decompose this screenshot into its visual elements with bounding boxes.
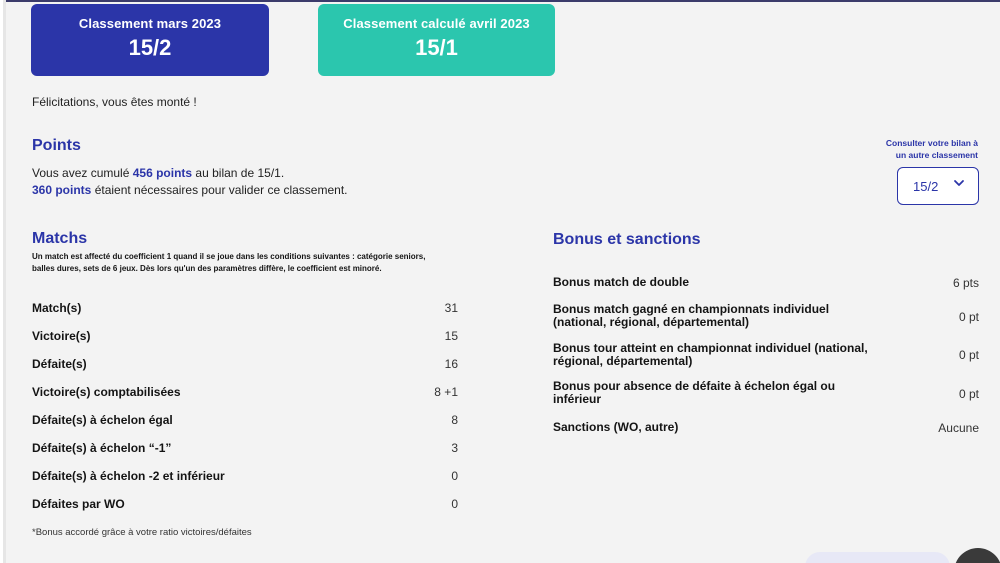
chevron-down-icon [952, 176, 966, 193]
match-row: Défaite(s) 16 [32, 357, 458, 371]
points-required-line: 360 points étaient nécessaires pour valider ce classement. [32, 183, 348, 197]
card-value: 15/2 [128, 35, 172, 60]
consult-bilan-label: Consulter votre bilan à un autre classement [885, 138, 978, 160]
bonus-title: Bonus et sanctions [553, 231, 701, 248]
matchs-note: Un match est affecté du coefficient 1 quand il se joue dans les conditions suivantes : catégorie seniors, balles dures, sets de 6 jeux. Dès lors qu'un des paramètres diffère, le coefficient est minoré. [32, 252, 426, 273]
card-label: Classement calculé avril 2023 [343, 16, 530, 31]
match-row: Défaite(s) à échelon -2 et inférieur 0 [32, 469, 458, 483]
match-row: Match(s) 31 [32, 301, 458, 315]
card-value: 15/1 [415, 35, 458, 60]
left-border [0, 0, 3, 563]
match-row: Défaite(s) à échelon égal 8 [32, 413, 458, 427]
congrats-message: Félicitations, vous êtes monté ! [32, 95, 197, 109]
points-title: Points [32, 137, 81, 154]
points-cumul-value: 456 points [132, 166, 193, 180]
points-required-value: 360 points [32, 183, 92, 197]
match-row: Victoire(s) 15 [32, 329, 458, 343]
matchs-title: Matchs [32, 230, 88, 247]
card-classement-avril [318, 4, 555, 76]
match-row: Défaites par WO 0 [32, 497, 458, 511]
points-cumul-line: Vous avez cumulé 456 points au bilan de 15/1. [32, 166, 285, 180]
card-classement-mars [31, 4, 269, 76]
top-border [0, 0, 1000, 2]
classement-select-value: 15/2 [913, 179, 939, 194]
match-row: Défaite(s) à échelon “-1” 3 [32, 441, 458, 455]
footnote: *Bonus accordé grâce à votre ratio victoires/défaites [32, 527, 252, 538]
classement-select[interactable] [897, 167, 979, 205]
floating-pill-button[interactable] [805, 552, 950, 563]
floating-action-button[interactable] [954, 548, 1000, 563]
card-label: Classement mars 2023 [78, 16, 222, 31]
match-row: Victoire(s) comptabilisées 8 +1 [32, 385, 458, 399]
